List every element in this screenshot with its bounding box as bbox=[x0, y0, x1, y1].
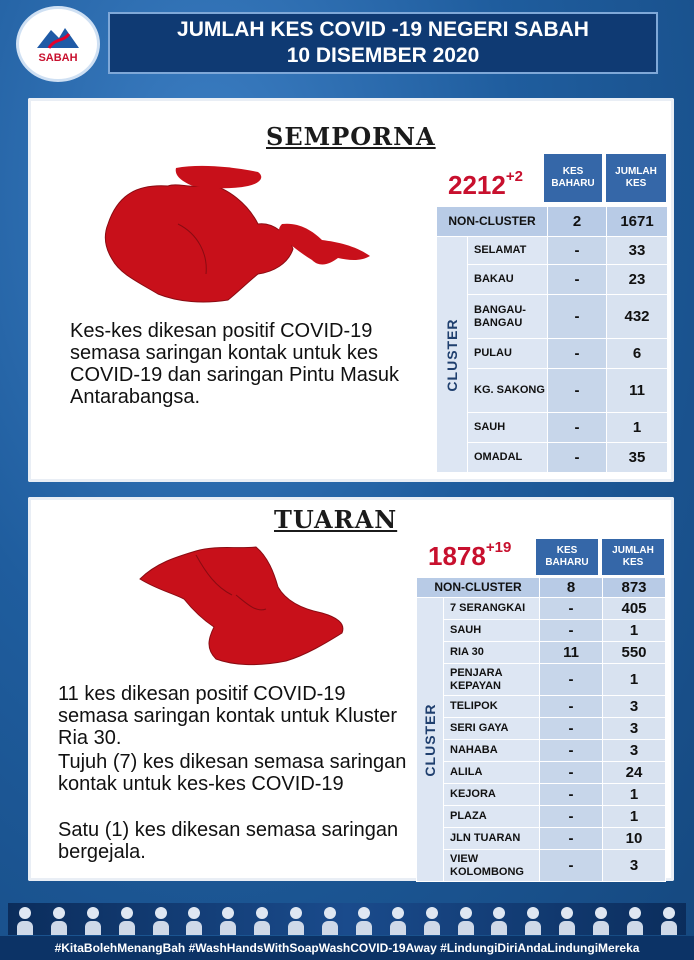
cluster-total: 35 bbox=[607, 443, 668, 473]
frontliner-figures bbox=[8, 903, 686, 935]
table-row bbox=[437, 413, 668, 443]
cluster-new: - bbox=[540, 784, 603, 806]
cluster-name: VIEW KOLOMBONG bbox=[444, 850, 540, 882]
cluster-name: SAUH bbox=[468, 413, 548, 443]
table-row bbox=[417, 784, 666, 806]
cluster-total: 1 bbox=[603, 784, 666, 806]
non-cluster-label: NON-CLUSTER bbox=[417, 578, 540, 598]
cluster-new: - bbox=[548, 413, 607, 443]
cluster-total: 1 bbox=[603, 664, 666, 696]
table-row bbox=[437, 295, 668, 339]
cluster-total: 1 bbox=[603, 806, 666, 828]
semporna-total-value: 2212 bbox=[448, 170, 506, 200]
person-icon bbox=[356, 907, 372, 935]
tuaran-description-2: Tujuh (7) kes dikesan semasa saringan kontak untuk kes-kes COVID-19 bbox=[58, 751, 407, 795]
tuaran-total bbox=[428, 541, 511, 572]
table-row bbox=[417, 828, 666, 850]
table-row bbox=[417, 664, 666, 696]
tuaran-total-value: 1878 bbox=[428, 541, 486, 571]
person-icon bbox=[288, 907, 304, 935]
cluster-new: - bbox=[540, 828, 603, 850]
cluster-new: - bbox=[540, 850, 603, 882]
table-row bbox=[417, 696, 666, 718]
cluster-total: 33 bbox=[607, 237, 668, 265]
cluster-new: - bbox=[540, 740, 603, 762]
table-row bbox=[437, 265, 668, 295]
person-icon bbox=[661, 907, 677, 935]
cluster-new: - bbox=[540, 696, 603, 718]
cluster-new: - bbox=[540, 718, 603, 740]
cluster-name: RIA 30 bbox=[444, 642, 540, 664]
page-title: JUMLAH KES COVID -19 NEGERI SABAH bbox=[177, 18, 589, 41]
cluster-name: PENJARA KEPAYAN bbox=[444, 664, 540, 696]
semporna-case-table bbox=[436, 206, 668, 473]
person-icon bbox=[17, 907, 33, 935]
cluster-name: ALILA bbox=[444, 762, 540, 784]
tuaran-title: TUARAN bbox=[274, 505, 398, 534]
semporna-col-total: JUMLAH KES bbox=[606, 154, 666, 202]
person-icon bbox=[51, 907, 67, 935]
cluster-name: JLN TUARAN bbox=[444, 828, 540, 850]
cluster-total: 3 bbox=[603, 696, 666, 718]
cluster-new: - bbox=[548, 265, 607, 295]
sabah-logo bbox=[16, 6, 100, 82]
tuaran-description-3: Satu (1) kes dikesan semasa saringan bergejala. bbox=[58, 819, 399, 863]
tuaran-case-table bbox=[416, 577, 666, 882]
cluster-name: SAUH bbox=[444, 620, 540, 642]
cluster-name: PLAZA bbox=[444, 806, 540, 828]
cluster-new: - bbox=[548, 295, 607, 339]
tuaran-total-increase: +19 bbox=[485, 539, 512, 556]
cluster-label: CLUSTER bbox=[417, 598, 444, 882]
cluster-name: OMADAL bbox=[468, 443, 548, 473]
cluster-name: KG. SAKONG bbox=[468, 369, 548, 413]
non-cluster-total: 1671 bbox=[607, 207, 668, 237]
cluster-name: BAKAU bbox=[468, 265, 548, 295]
cluster-new: - bbox=[540, 664, 603, 696]
person-icon bbox=[627, 907, 643, 935]
person-icon bbox=[220, 907, 236, 935]
logo-text: SABAH bbox=[38, 52, 78, 64]
table-row bbox=[437, 207, 668, 237]
semporna-title: SEMPORNA bbox=[266, 122, 436, 151]
cluster-name: KEJORA bbox=[444, 784, 540, 806]
cluster-name: TELIPOK bbox=[444, 696, 540, 718]
cluster-total: 24 bbox=[603, 762, 666, 784]
person-icon bbox=[491, 907, 507, 935]
table-row bbox=[437, 369, 668, 413]
report-date: 10 DISEMBER 2020 bbox=[286, 44, 480, 67]
cluster-total: 405 bbox=[603, 598, 666, 620]
person-icon bbox=[458, 907, 474, 935]
table-row bbox=[417, 806, 666, 828]
cluster-name: SELAMAT bbox=[468, 237, 548, 265]
person-icon bbox=[153, 907, 169, 935]
cluster-name: 7 SERANGKAI bbox=[444, 598, 540, 620]
table-row bbox=[437, 443, 668, 473]
cluster-total: 3 bbox=[603, 718, 666, 740]
cluster-new: - bbox=[540, 762, 603, 784]
table-row bbox=[417, 740, 666, 762]
hashtag-banner: #KitaBolehMenangBah #WashHandsWithSoapWashCOVID-19Away #LindungiDiriAndaLindungiMereka bbox=[0, 936, 694, 960]
cluster-new: - bbox=[540, 620, 603, 642]
cluster-total: 550 bbox=[603, 642, 666, 664]
table-row bbox=[417, 850, 666, 882]
cluster-total: 1 bbox=[603, 620, 666, 642]
person-icon bbox=[525, 907, 541, 935]
cluster-name: NAHABA bbox=[444, 740, 540, 762]
table-row bbox=[417, 598, 666, 620]
cluster-new: - bbox=[540, 598, 603, 620]
cluster-new: - bbox=[548, 339, 607, 369]
cluster-new: 11 bbox=[540, 642, 603, 664]
non-cluster-new: 8 bbox=[540, 578, 603, 598]
tuaran-description-1: 11 kes dikesan positif COVID-19 semasa saringan kontak untuk Kluster Ria 30. bbox=[58, 683, 398, 749]
cluster-total: 432 bbox=[607, 295, 668, 339]
table-row bbox=[417, 620, 666, 642]
tuaran-map-icon bbox=[136, 543, 346, 669]
cluster-name: SERI GAYA bbox=[444, 718, 540, 740]
cluster-name: PULAU bbox=[468, 339, 548, 369]
cluster-new: - bbox=[548, 237, 607, 265]
person-icon bbox=[186, 907, 202, 935]
person-icon bbox=[85, 907, 101, 935]
cluster-new: - bbox=[548, 443, 607, 473]
person-icon bbox=[390, 907, 406, 935]
mountain-logo-icon bbox=[35, 24, 81, 50]
cluster-total: 6 bbox=[607, 339, 668, 369]
cluster-total: 3 bbox=[603, 740, 666, 762]
semporna-description: Kes-kes dikesan positif COVID-19 semasa saringan kontak untuk kes COVID-19 dan saringan Pintu Masuk Antarabangsa. bbox=[70, 320, 400, 408]
person-icon bbox=[322, 907, 338, 935]
cluster-total: 11 bbox=[607, 369, 668, 413]
cluster-label: CLUSTER bbox=[437, 237, 468, 473]
semporna-col-new: KES BAHARU bbox=[544, 154, 602, 202]
tuaran-col-total: JUMLAH KES bbox=[602, 539, 664, 575]
person-icon bbox=[559, 907, 575, 935]
cluster-new: - bbox=[548, 369, 607, 413]
person-icon bbox=[593, 907, 609, 935]
non-cluster-new: 2 bbox=[548, 207, 607, 237]
cluster-name: BANGAU-BANGAU bbox=[468, 295, 548, 339]
semporna-total-increase: +2 bbox=[505, 168, 523, 185]
semporna-total bbox=[448, 170, 523, 201]
table-row bbox=[437, 237, 668, 265]
person-icon bbox=[424, 907, 440, 935]
person-icon bbox=[119, 907, 135, 935]
table-row bbox=[417, 642, 666, 664]
cluster-total: 10 bbox=[603, 828, 666, 850]
cluster-total: 1 bbox=[607, 413, 668, 443]
table-row bbox=[437, 339, 668, 369]
person-icon bbox=[254, 907, 270, 935]
semporna-panel bbox=[28, 98, 674, 482]
non-cluster-total: 873 bbox=[603, 578, 666, 598]
table-row bbox=[417, 578, 666, 598]
header-banner bbox=[108, 12, 658, 74]
cluster-total: 3 bbox=[603, 850, 666, 882]
table-row bbox=[417, 762, 666, 784]
tuaran-col-new: KES BAHARU bbox=[536, 539, 598, 575]
tuaran-panel bbox=[28, 497, 674, 881]
semporna-map-icon bbox=[98, 164, 378, 314]
table-row bbox=[417, 718, 666, 740]
cluster-new: - bbox=[540, 806, 603, 828]
cluster-total: 23 bbox=[607, 265, 668, 295]
non-cluster-label: NON-CLUSTER bbox=[437, 207, 548, 237]
